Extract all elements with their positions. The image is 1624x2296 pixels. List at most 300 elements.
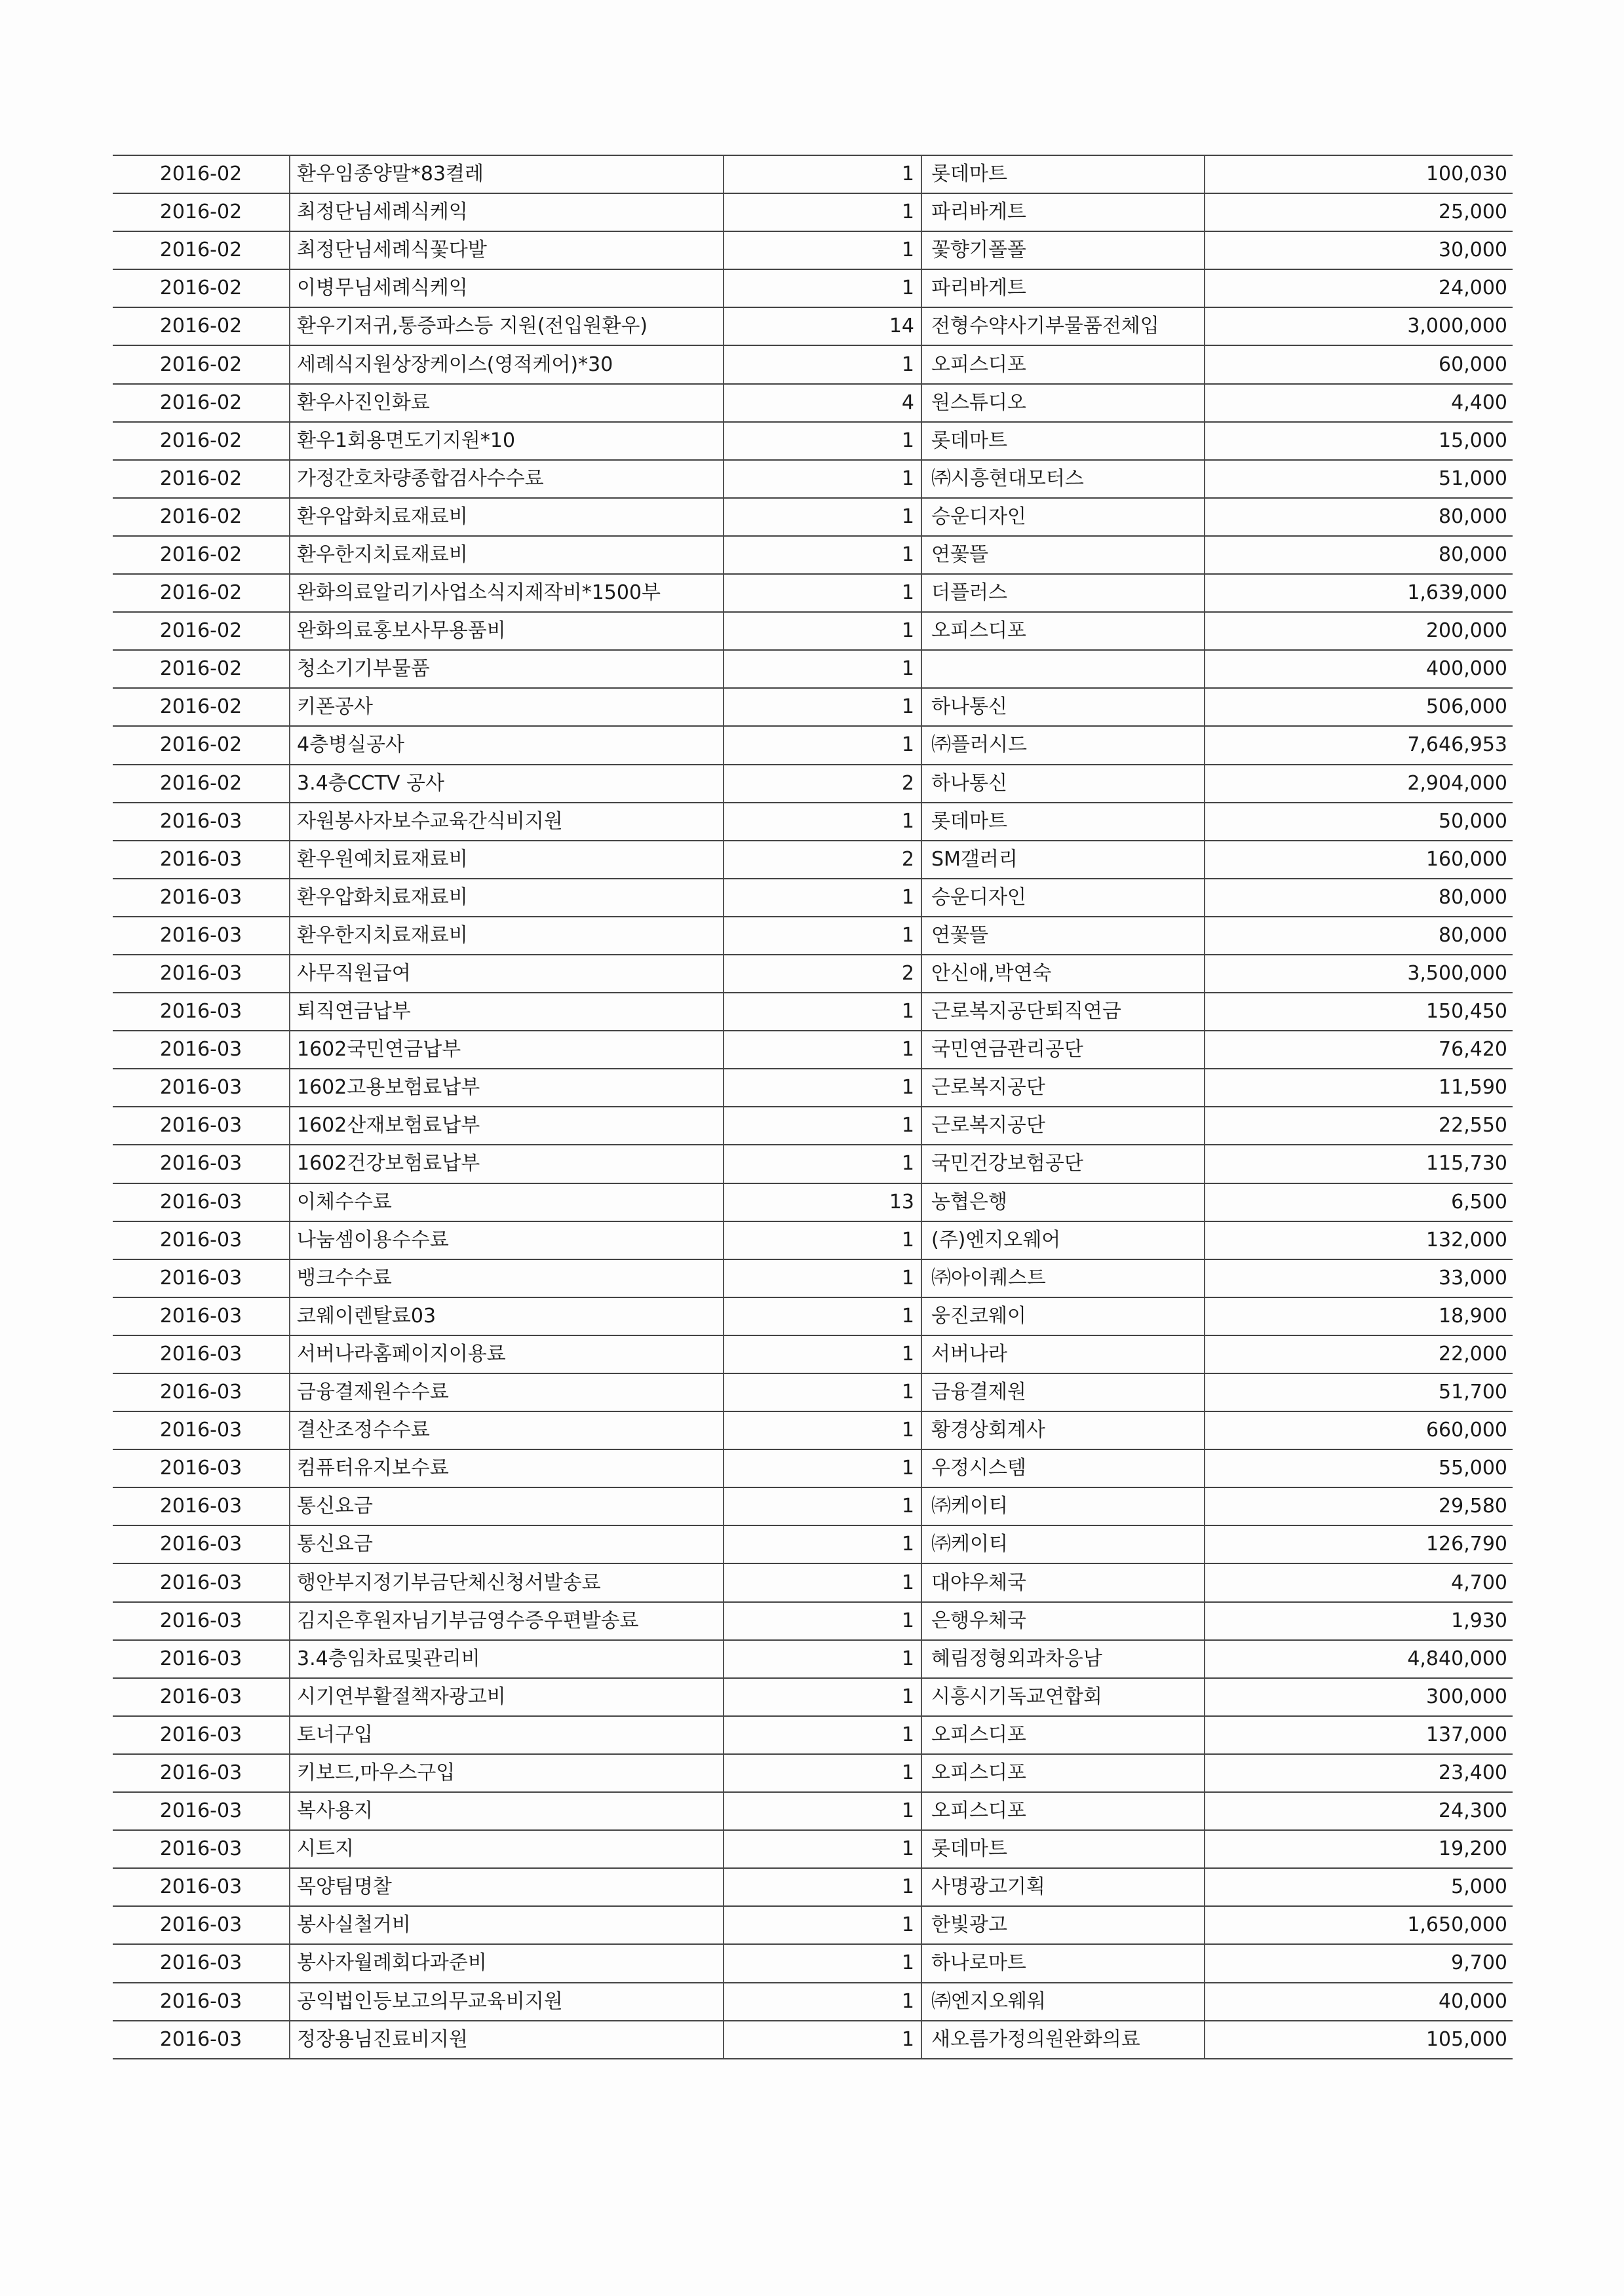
- date-cell: 2016-03: [113, 1069, 290, 1107]
- description-cell: 나눔셈이용수수료: [290, 1221, 724, 1259]
- table-row: [113, 1716, 1513, 1754]
- description-cell: 키폰공사: [290, 688, 724, 726]
- quantity-cell: 1: [724, 612, 921, 650]
- date-cell: 2016-03: [113, 1411, 290, 1449]
- table-row: [113, 460, 1513, 498]
- amount-cell: 6,500: [1205, 1183, 1513, 1221]
- date-cell: 2016-03: [113, 1792, 290, 1830]
- vendor-cell: 연꽃뜰: [921, 536, 1205, 574]
- amount-cell: 40,000: [1205, 1983, 1513, 2021]
- vendor-cell: 더플러스: [921, 574, 1205, 612]
- date-cell: 2016-03: [113, 1525, 290, 1563]
- table-row: [113, 1944, 1513, 1982]
- vendor-cell: 하나통신: [921, 688, 1205, 726]
- date-cell: 2016-03: [113, 1983, 290, 2021]
- vendor-cell: 근로복지공단: [921, 1107, 1205, 1145]
- description-cell: 코웨이렌탈료03: [290, 1297, 724, 1335]
- table-row: [113, 1754, 1513, 1792]
- amount-cell: 24,300: [1205, 1792, 1513, 1830]
- description-cell: 환우임종양말*83켤레: [290, 155, 724, 193]
- amount-cell: 76,420: [1205, 1031, 1513, 1069]
- amount-cell: 60,000: [1205, 345, 1513, 383]
- quantity-cell: 1: [724, 155, 921, 193]
- vendor-cell: 롯데마트: [921, 422, 1205, 460]
- description-cell: 4층병실공사: [290, 726, 724, 764]
- quantity-cell: 1: [724, 1525, 921, 1563]
- description-cell: 자원봉사자보수교육간식비지원: [290, 803, 724, 841]
- amount-cell: 51,000: [1205, 460, 1513, 498]
- vendor-cell: 우정시스템: [921, 1449, 1205, 1487]
- amount-cell: 7,646,953: [1205, 726, 1513, 764]
- description-cell: 김지은후원자님기부금영수증우편발송료: [290, 1602, 724, 1640]
- table-row: [113, 955, 1513, 993]
- quantity-cell: 1: [724, 1678, 921, 1716]
- vendor-cell: 근로복지공단퇴직연금: [921, 993, 1205, 1031]
- table-row: [113, 1031, 1513, 1069]
- table-row: [113, 1830, 1513, 1868]
- quantity-cell: 1: [724, 1716, 921, 1754]
- table-row: [113, 612, 1513, 650]
- vendor-cell: 혜림정형외과차응남: [921, 1640, 1205, 1678]
- amount-cell: 200,000: [1205, 612, 1513, 650]
- table-row: [113, 1563, 1513, 1601]
- date-cell: 2016-03: [113, 1678, 290, 1716]
- vendor-cell: 시흥시기독교연합회: [921, 1678, 1205, 1716]
- amount-cell: 100,030: [1205, 155, 1513, 193]
- table-row: [113, 1373, 1513, 1411]
- vendor-cell: 롯데마트: [921, 155, 1205, 193]
- table-row: [113, 1069, 1513, 1107]
- description-cell: 금융결제원수수료: [290, 1373, 724, 1411]
- vendor-cell: 웅진코웨이: [921, 1297, 1205, 1335]
- quantity-cell: 1: [724, 1792, 921, 1830]
- vendor-cell: ㈜시흥현대모터스: [921, 460, 1205, 498]
- ledger-body: [113, 155, 1513, 2059]
- vendor-cell: 원스튜디오: [921, 384, 1205, 422]
- vendor-cell: ㈜엔지오웨워: [921, 1983, 1205, 2021]
- quantity-cell: 1: [724, 1373, 921, 1411]
- amount-cell: 160,000: [1205, 841, 1513, 879]
- description-cell: 3.4층CCTV 공사: [290, 765, 724, 803]
- vendor-cell: 파리바게트: [921, 269, 1205, 307]
- quantity-cell: 1: [724, 803, 921, 841]
- description-cell: 통신요금: [290, 1525, 724, 1563]
- quantity-cell: 1: [724, 1259, 921, 1297]
- table-row: [113, 536, 1513, 574]
- description-cell: 환우원예치료재료비: [290, 841, 724, 879]
- amount-cell: 2,904,000: [1205, 765, 1513, 803]
- date-cell: 2016-03: [113, 1107, 290, 1145]
- quantity-cell: 2: [724, 765, 921, 803]
- vendor-cell: 국민연금관리공단: [921, 1031, 1205, 1069]
- table-row: [113, 993, 1513, 1031]
- description-cell: 환우사진인화료: [290, 384, 724, 422]
- quantity-cell: 1: [724, 422, 921, 460]
- table-row: [113, 1221, 1513, 1259]
- table-row: [113, 1678, 1513, 1716]
- description-cell: 정장용님진료비지원: [290, 2021, 724, 2059]
- amount-cell: 30,000: [1205, 231, 1513, 269]
- amount-cell: 400,000: [1205, 650, 1513, 688]
- table-row: [113, 384, 1513, 422]
- amount-cell: 55,000: [1205, 1449, 1513, 1487]
- amount-cell: 22,000: [1205, 1335, 1513, 1373]
- description-cell: 봉사자월례회다과준비: [290, 1944, 724, 1982]
- quantity-cell: 13: [724, 1183, 921, 1221]
- table-row: [113, 1145, 1513, 1183]
- vendor-cell: 오피스디포: [921, 1792, 1205, 1830]
- vendor-cell: 금융결제원: [921, 1373, 1205, 1411]
- amount-cell: 4,400: [1205, 384, 1513, 422]
- description-cell: 환우압화치료재료비: [290, 498, 724, 536]
- table-row: [113, 345, 1513, 383]
- description-cell: 세례식지원상장케이스(영적케어)*30: [290, 345, 724, 383]
- description-cell: 1602고용보험료납부: [290, 1069, 724, 1107]
- amount-cell: 105,000: [1205, 2021, 1513, 2059]
- vendor-cell: 전형수약사기부물품전체입: [921, 307, 1205, 345]
- table-row: [113, 1792, 1513, 1830]
- amount-cell: 126,790: [1205, 1525, 1513, 1563]
- quantity-cell: 1: [724, 1944, 921, 1982]
- date-cell: 2016-02: [113, 726, 290, 764]
- amount-cell: 3,000,000: [1205, 307, 1513, 345]
- vendor-cell: 농협은행: [921, 1183, 1205, 1221]
- vendor-cell: 황경상회계사: [921, 1411, 1205, 1449]
- description-cell: 1602국민연금납부: [290, 1031, 724, 1069]
- amount-cell: 80,000: [1205, 498, 1513, 536]
- quantity-cell: 1: [724, 498, 921, 536]
- quantity-cell: 1: [724, 1335, 921, 1373]
- date-cell: 2016-03: [113, 879, 290, 917]
- table-row: [113, 574, 1513, 612]
- table-row: [113, 917, 1513, 955]
- date-cell: 2016-03: [113, 993, 290, 1031]
- description-cell: 뱅크수수료: [290, 1259, 724, 1297]
- vendor-cell: 오피스디포: [921, 612, 1205, 650]
- description-cell: 통신요금: [290, 1487, 724, 1525]
- table-row: [113, 1183, 1513, 1221]
- description-cell: 환우1회용면도기지원*10: [290, 422, 724, 460]
- expense-ledger-table: [113, 155, 1513, 2059]
- amount-cell: 15,000: [1205, 422, 1513, 460]
- description-cell: 완화의료홍보사무용품비: [290, 612, 724, 650]
- table-row: [113, 688, 1513, 726]
- quantity-cell: 2: [724, 841, 921, 879]
- quantity-cell: 4: [724, 384, 921, 422]
- amount-cell: 80,000: [1205, 536, 1513, 574]
- vendor-cell: 새오름가정의원완화의료: [921, 2021, 1205, 2059]
- amount-cell: 23,400: [1205, 1754, 1513, 1792]
- date-cell: 2016-02: [113, 574, 290, 612]
- vendor-cell: 사명광고기획: [921, 1868, 1205, 1906]
- vendor-cell: 안신애,박연숙: [921, 955, 1205, 993]
- date-cell: 2016-03: [113, 1830, 290, 1868]
- description-cell: 결산조정수수료: [290, 1411, 724, 1449]
- description-cell: 환우한지치료재료비: [290, 917, 724, 955]
- amount-cell: 1,639,000: [1205, 574, 1513, 612]
- description-cell: 컴퓨터유지보수료: [290, 1449, 724, 1487]
- quantity-cell: 1: [724, 2021, 921, 2059]
- quantity-cell: 1: [724, 1221, 921, 1259]
- date-cell: 2016-02: [113, 155, 290, 193]
- vendor-cell: 연꽃뜰: [921, 917, 1205, 955]
- quantity-cell: 1: [724, 1602, 921, 1640]
- amount-cell: 506,000: [1205, 688, 1513, 726]
- date-cell: 2016-03: [113, 1563, 290, 1601]
- date-cell: 2016-03: [113, 955, 290, 993]
- quantity-cell: 1: [724, 1069, 921, 1107]
- date-cell: 2016-02: [113, 384, 290, 422]
- vendor-cell: 하나로마트: [921, 1944, 1205, 1982]
- date-cell: 2016-02: [113, 231, 290, 269]
- vendor-cell: 롯데마트: [921, 803, 1205, 841]
- quantity-cell: 1: [724, 574, 921, 612]
- vendor-cell: 근로복지공단: [921, 1069, 1205, 1107]
- vendor-cell: 파리바게트: [921, 193, 1205, 231]
- quantity-cell: 1: [724, 193, 921, 231]
- quantity-cell: 1: [724, 231, 921, 269]
- quantity-cell: 1: [724, 345, 921, 383]
- amount-cell: 50,000: [1205, 803, 1513, 841]
- table-row: [113, 1487, 1513, 1525]
- table-row: [113, 1297, 1513, 1335]
- quantity-cell: 1: [724, 1297, 921, 1335]
- amount-cell: 150,450: [1205, 993, 1513, 1031]
- vendor-cell: 롯데마트: [921, 1830, 1205, 1868]
- table-row: [113, 269, 1513, 307]
- table-row: [113, 1868, 1513, 1906]
- table-row: [113, 879, 1513, 917]
- table-row: [113, 1906, 1513, 1944]
- table-row: [113, 155, 1513, 193]
- description-cell: 가정간호차량종합검사수수료: [290, 460, 724, 498]
- quantity-cell: 2: [724, 955, 921, 993]
- table-row: [113, 422, 1513, 460]
- description-cell: 시트지: [290, 1830, 724, 1868]
- amount-cell: 1,930: [1205, 1602, 1513, 1640]
- date-cell: 2016-03: [113, 1031, 290, 1069]
- description-cell: 목양팀명찰: [290, 1868, 724, 1906]
- date-cell: 2016-02: [113, 460, 290, 498]
- date-cell: 2016-03: [113, 1640, 290, 1678]
- table-row: [113, 193, 1513, 231]
- table-row: [113, 650, 1513, 688]
- amount-cell: 9,700: [1205, 1944, 1513, 1982]
- date-cell: 2016-03: [113, 2021, 290, 2059]
- description-cell: 사무직원급여: [290, 955, 724, 993]
- quantity-cell: 1: [724, 1487, 921, 1525]
- table-row: [113, 765, 1513, 803]
- date-cell: 2016-03: [113, 1145, 290, 1183]
- date-cell: 2016-03: [113, 1944, 290, 1982]
- quantity-cell: 14: [724, 307, 921, 345]
- description-cell: 1602건강보험료납부: [290, 1145, 724, 1183]
- date-cell: 2016-03: [113, 1373, 290, 1411]
- table-row: [113, 231, 1513, 269]
- vendor-cell: 한빛광고: [921, 1906, 1205, 1944]
- quantity-cell: 1: [724, 1031, 921, 1069]
- table-row: [113, 1449, 1513, 1487]
- description-cell: 서버나라홈페이지이용료: [290, 1335, 724, 1373]
- date-cell: 2016-03: [113, 1716, 290, 1754]
- quantity-cell: 1: [724, 269, 921, 307]
- date-cell: 2016-03: [113, 1602, 290, 1640]
- quantity-cell: 1: [724, 1983, 921, 2021]
- amount-cell: 24,000: [1205, 269, 1513, 307]
- amount-cell: 3,500,000: [1205, 955, 1513, 993]
- amount-cell: 11,590: [1205, 1069, 1513, 1107]
- date-cell: 2016-03: [113, 1906, 290, 1944]
- table-row: [113, 307, 1513, 345]
- amount-cell: 132,000: [1205, 1221, 1513, 1259]
- amount-cell: 115,730: [1205, 1145, 1513, 1183]
- quantity-cell: 1: [724, 1754, 921, 1792]
- date-cell: 2016-03: [113, 1183, 290, 1221]
- date-cell: 2016-02: [113, 345, 290, 383]
- description-cell: 환우한지치료재료비: [290, 536, 724, 574]
- date-cell: 2016-02: [113, 536, 290, 574]
- vendor-cell: ㈜플러시드: [921, 726, 1205, 764]
- amount-cell: 5,000: [1205, 1868, 1513, 1906]
- description-cell: 환우기저귀,통증파스등 지원(전입원환우): [290, 307, 724, 345]
- vendor-cell: ㈜아이퀘스트: [921, 1259, 1205, 1297]
- date-cell: 2016-02: [113, 307, 290, 345]
- amount-cell: 19,200: [1205, 1830, 1513, 1868]
- description-cell: 이체수수료: [290, 1183, 724, 1221]
- vendor-cell: (주)엔지오웨어: [921, 1221, 1205, 1259]
- quantity-cell: 1: [724, 1906, 921, 1944]
- quantity-cell: 1: [724, 688, 921, 726]
- quantity-cell: 1: [724, 1411, 921, 1449]
- date-cell: 2016-03: [113, 803, 290, 841]
- date-cell: 2016-03: [113, 1487, 290, 1525]
- vendor-cell: 오피스디포: [921, 1754, 1205, 1792]
- quantity-cell: 1: [724, 650, 921, 688]
- date-cell: 2016-03: [113, 1259, 290, 1297]
- quantity-cell: 1: [724, 879, 921, 917]
- table-row: [113, 726, 1513, 764]
- date-cell: 2016-03: [113, 1449, 290, 1487]
- description-cell: 복사용지: [290, 1792, 724, 1830]
- description-cell: 최정단님세례식케익: [290, 193, 724, 231]
- vendor-cell: 승운디자인: [921, 498, 1205, 536]
- vendor-cell: 하나통신: [921, 765, 1205, 803]
- table-row: [113, 1602, 1513, 1640]
- table-row: [113, 1525, 1513, 1563]
- description-cell: 이병무님세례식케익: [290, 269, 724, 307]
- amount-cell: 29,580: [1205, 1487, 1513, 1525]
- table-row: [113, 1983, 1513, 2021]
- quantity-cell: 1: [724, 1868, 921, 1906]
- date-cell: 2016-02: [113, 650, 290, 688]
- date-cell: 2016-02: [113, 269, 290, 307]
- quantity-cell: 1: [724, 917, 921, 955]
- date-cell: 2016-02: [113, 193, 290, 231]
- description-cell: 최정단님세례식꽃다발: [290, 231, 724, 269]
- amount-cell: 51,700: [1205, 1373, 1513, 1411]
- vendor-cell: 대야우체국: [921, 1563, 1205, 1601]
- vendor-cell: 은행우체국: [921, 1602, 1205, 1640]
- amount-cell: 660,000: [1205, 1411, 1513, 1449]
- date-cell: 2016-03: [113, 1335, 290, 1373]
- description-cell: 행안부지정기부금단체신청서발송료: [290, 1563, 724, 1601]
- table-row: [113, 841, 1513, 879]
- table-row: [113, 1335, 1513, 1373]
- vendor-cell: 서버나라: [921, 1335, 1205, 1373]
- quantity-cell: 1: [724, 1449, 921, 1487]
- table-row: [113, 2021, 1513, 2059]
- date-cell: 2016-02: [113, 765, 290, 803]
- vendor-cell: ㈜케이티: [921, 1525, 1205, 1563]
- amount-cell: 300,000: [1205, 1678, 1513, 1716]
- vendor-cell: 승운디자인: [921, 879, 1205, 917]
- date-cell: 2016-02: [113, 612, 290, 650]
- table-row: [113, 1411, 1513, 1449]
- description-cell: 키보드,마우스구입: [290, 1754, 724, 1792]
- quantity-cell: 1: [724, 1145, 921, 1183]
- description-cell: 1602산재보험료납부: [290, 1107, 724, 1145]
- quantity-cell: 1: [724, 993, 921, 1031]
- description-cell: 시기연부활절책자광고비: [290, 1678, 724, 1716]
- amount-cell: 18,900: [1205, 1297, 1513, 1335]
- table-row: [113, 1259, 1513, 1297]
- amount-cell: 1,650,000: [1205, 1906, 1513, 1944]
- amount-cell: 80,000: [1205, 917, 1513, 955]
- description-cell: 청소기기부물품: [290, 650, 724, 688]
- date-cell: 2016-03: [113, 1868, 290, 1906]
- table-row: [113, 803, 1513, 841]
- date-cell: 2016-03: [113, 1754, 290, 1792]
- amount-cell: 22,550: [1205, 1107, 1513, 1145]
- date-cell: 2016-02: [113, 498, 290, 536]
- quantity-cell: 1: [724, 1563, 921, 1601]
- quantity-cell: 1: [724, 726, 921, 764]
- date-cell: 2016-02: [113, 688, 290, 726]
- vendor-cell: 국민건강보험공단: [921, 1145, 1205, 1183]
- quantity-cell: 1: [724, 460, 921, 498]
- table-row: [113, 1640, 1513, 1678]
- amount-cell: 137,000: [1205, 1716, 1513, 1754]
- description-cell: 공익법인등보고의무교육비지원: [290, 1983, 724, 2021]
- vendor-cell: 꽃향기폴폴: [921, 231, 1205, 269]
- description-cell: 봉사실철거비: [290, 1906, 724, 1944]
- date-cell: 2016-03: [113, 917, 290, 955]
- amount-cell: 33,000: [1205, 1259, 1513, 1297]
- amount-cell: 80,000: [1205, 879, 1513, 917]
- description-cell: 완화의료알리기사업소식지제작비*1500부: [290, 574, 724, 612]
- date-cell: 2016-02: [113, 422, 290, 460]
- table-row: [113, 1107, 1513, 1145]
- vendor-cell: 오피스디포: [921, 345, 1205, 383]
- date-cell: 2016-03: [113, 1221, 290, 1259]
- quantity-cell: 1: [724, 1107, 921, 1145]
- description-cell: 3.4층임차료및관리비: [290, 1640, 724, 1678]
- date-cell: 2016-03: [113, 841, 290, 879]
- description-cell: 토너구입: [290, 1716, 724, 1754]
- amount-cell: 25,000: [1205, 193, 1513, 231]
- vendor-cell: 오피스디포: [921, 1716, 1205, 1754]
- amount-cell: 4,840,000: [1205, 1640, 1513, 1678]
- vendor-cell: ㈜케이티: [921, 1487, 1205, 1525]
- date-cell: 2016-03: [113, 1297, 290, 1335]
- quantity-cell: 1: [724, 1830, 921, 1868]
- vendor-cell: SM갤러리: [921, 841, 1205, 879]
- vendor-cell: [921, 650, 1205, 688]
- description-cell: 환우압화치료재료비: [290, 879, 724, 917]
- quantity-cell: 1: [724, 1640, 921, 1678]
- description-cell: 퇴직연금납부: [290, 993, 724, 1031]
- table-row: [113, 498, 1513, 536]
